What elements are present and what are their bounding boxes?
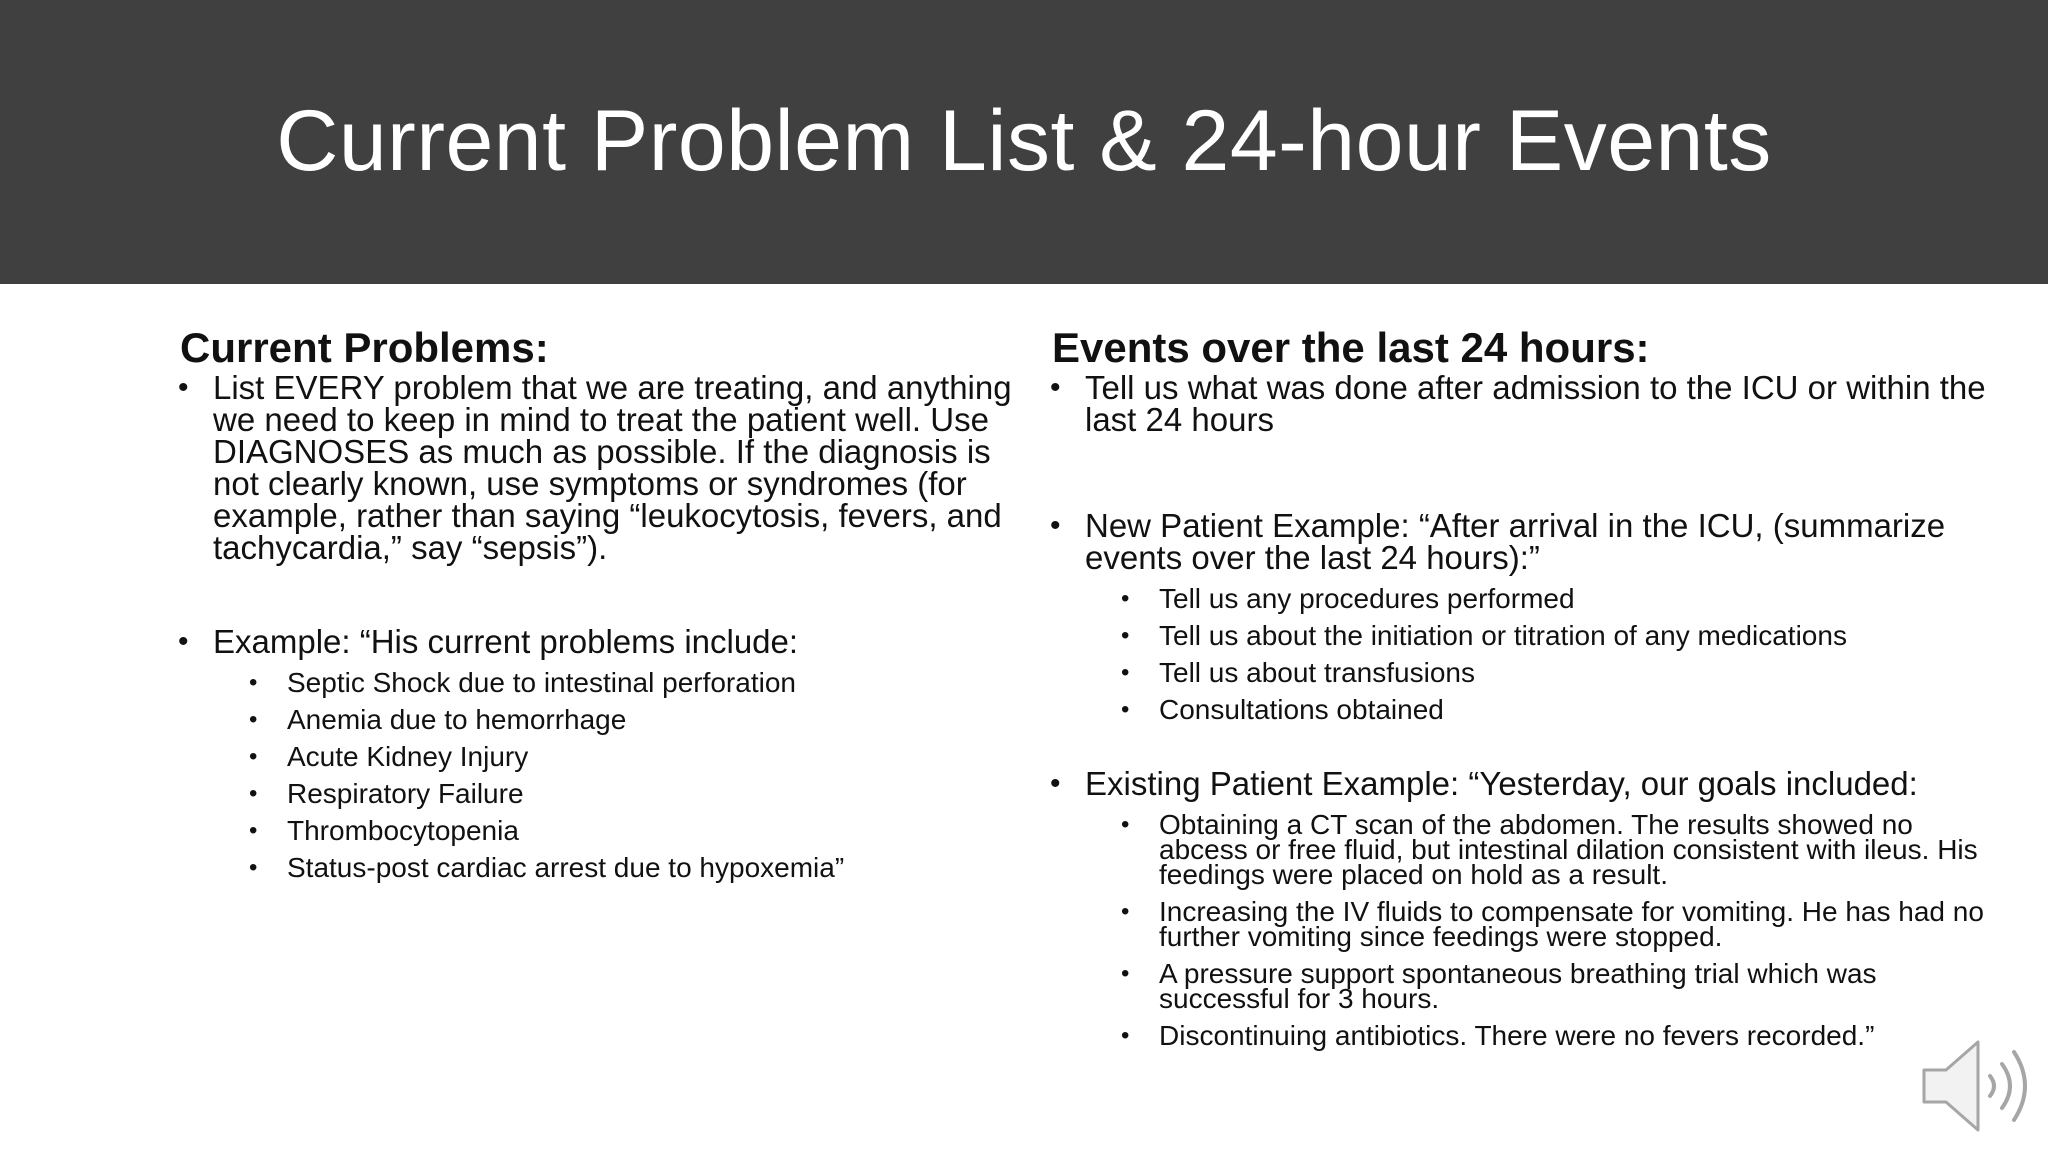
- list-item: • Status-post cardiac arrest due to hypoxemia”: [249, 855, 1038, 880]
- list-item: • Septic Shock due to intestinal perforation: [249, 670, 1038, 695]
- list-item: • Tell us what was done after admission to the ICU or within the last 24 hours: [1050, 372, 2000, 436]
- speaker-icon[interactable]: [1920, 1036, 2038, 1136]
- list-item: • Thrombocytopenia: [249, 818, 1038, 843]
- list-item: • Acute Kidney Injury: [249, 744, 1038, 769]
- list-item: • Anemia due to hemorrhage: [249, 707, 1038, 732]
- list-item: • Consultations obtained: [1121, 697, 2000, 722]
- list-item: • Obtaining a CT scan of the abdomen. The results showed no abcess or free fluid, but intestinal dilation consistent with ileus. His feedings were placed on hold as a result.: [1121, 812, 2000, 887]
- list-item: • Existing Patient Example: “Yesterday, our goals included:: [1050, 768, 2000, 800]
- current-problems-list: [178, 369, 1038, 660]
- existing-patient-items: [1050, 809, 2000, 1051]
- list-item: • Example: “His current problems include:: [178, 626, 1038, 658]
- list-item: • Tell us any procedures performed: [1121, 586, 2000, 611]
- example-problems-list: [178, 667, 1038, 883]
- current-problems-heading: Current Problems:: [180, 324, 549, 371]
- list-item: • New Patient Example: “After arrival in the ICU, (summarize events over the last 24 hours):”: [1050, 510, 2000, 574]
- events-heading: Events over the last 24 hours:: [1052, 324, 1650, 371]
- events-list: [1050, 369, 2000, 576]
- title-bar: [0, 0, 2048, 284]
- events-section: [1050, 324, 2000, 1060]
- list-item: • List EVERY problem that we are treating, and anything we need to keep in mind to treat the patient well. Use DIAGNOSES as much as possible. If the diagnosis is not clearly known, use symptoms or syndromes (for example, rather than saying “leukocytosis, fevers, and tachycardia,” say “sepsis”).: [178, 372, 1038, 564]
- list-item: • Tell us about transfusions: [1121, 660, 2000, 685]
- list-item: • Respiratory Failure: [249, 781, 1038, 806]
- list-item: • Discontinuing antibiotics. There were no fevers recorded.”: [1121, 1023, 2000, 1048]
- list-item: • Tell us about the initiation or titration of any medications: [1121, 623, 2000, 648]
- slide-title: Current Problem List & 24-hour Events: [276, 93, 1772, 189]
- list-item: • Increasing the IV fluids to compensate for vomiting. He has had no further vomiting since feedings were stopped.: [1121, 899, 2000, 949]
- new-patient-items: [1050, 583, 2000, 725]
- existing-patient-list: [1050, 765, 2000, 802]
- current-problems-section: [178, 324, 1038, 892]
- list-item: • A pressure support spontaneous breathing trial which was successful for 3 hours.: [1121, 961, 2000, 1011]
